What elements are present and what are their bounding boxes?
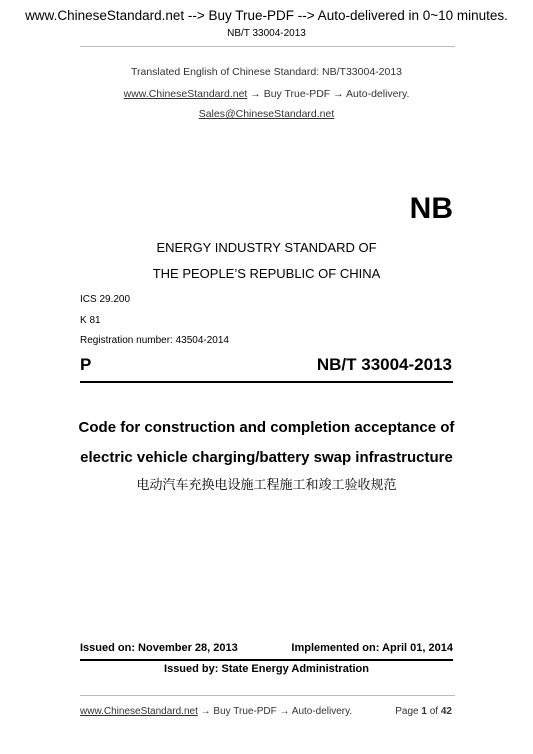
of-label: of [429, 706, 439, 717]
translation-note: Translated English of Chinese Standard: NB/T33004-2013 [130, 66, 403, 78]
registration-number: Registration number: 43504-2014 [80, 335, 229, 346]
delivery-line [0, 88, 533, 100]
footer-divider [80, 695, 455, 696]
standard-title-line1: ENERGY INDUSTRY STANDARD OF [156, 240, 377, 255]
delivery-text: → Buy True-PDF → Auto-delivery. [247, 88, 410, 100]
title-en-line1: Code for construction and completion acceptance of [78, 419, 455, 436]
issued-date: Issued on: November 28, 2013 [80, 642, 238, 654]
site-link[interactable]: www.ChineseStandard.net [123, 88, 248, 100]
standard-number: NB/T 33004-2013 [316, 355, 452, 374]
title-en-line2: electric vehicle charging/battery swap infrastructure [80, 449, 453, 466]
dates-rule [80, 659, 453, 661]
k-code: K 81 [80, 315, 101, 326]
page-total: 42 [440, 706, 452, 717]
email-line [0, 108, 533, 120]
footer-delivery [80, 706, 352, 717]
page-indicator [395, 706, 452, 717]
nb-logo: NB [409, 192, 453, 225]
ics-code: ICS 29.200 [80, 294, 131, 305]
title-rule [80, 381, 453, 383]
page-number: 1 [421, 706, 427, 717]
top-banner[interactable]: www.ChineseStandard.net --> Buy True-PDF --> Auto-delivered in 0~10 minutes. [25, 8, 508, 23]
footer-site-link[interactable]: www.ChineseStandard.net [80, 706, 198, 717]
standard-title-line2: THE PEOPLE’S REPUBLIC OF CHINA [152, 266, 381, 281]
footer-delivery-text: → Buy True-PDF → Auto-delivery. [197, 706, 353, 717]
standard-type: P [80, 355, 92, 374]
banner-divider [80, 46, 455, 47]
doc-code: NB/T 33004-2013 [227, 28, 306, 39]
issued-by: Issued by: State Energy Administration [164, 663, 369, 675]
page-label: Page [395, 706, 419, 717]
email-link[interactable]: Sales@ChineseStandard.net [198, 108, 335, 120]
title-zh: 电动汽车充换电设施工程施工和竣工验收规范 [136, 478, 397, 493]
implemented-date: Implemented on: April 01, 2014 [291, 642, 453, 654]
